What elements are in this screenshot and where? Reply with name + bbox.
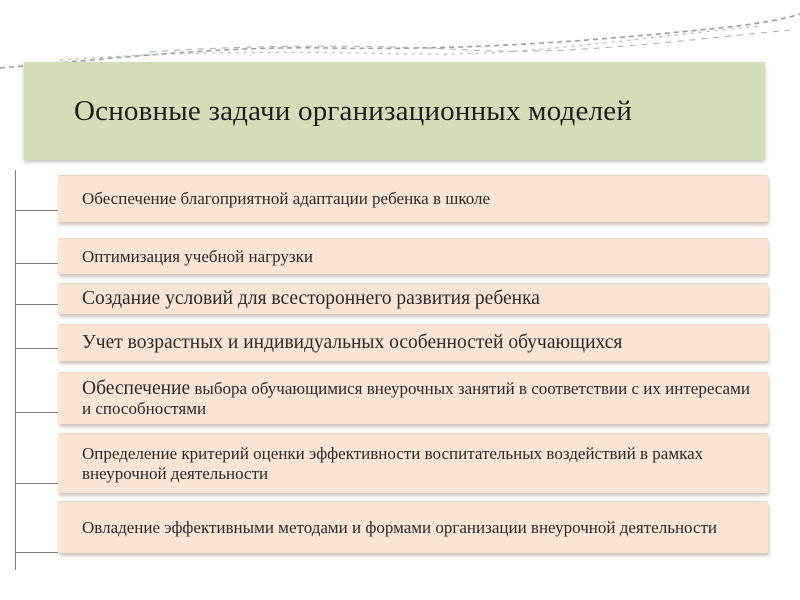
task-text: Обеспечение благоприятной адаптации ребенка в школе xyxy=(82,189,491,208)
connector-line xyxy=(15,210,58,211)
title-banner xyxy=(24,62,765,160)
task-item-6 xyxy=(58,433,768,493)
task-text: Создание условий для всестороннего развития ребенка xyxy=(82,288,540,309)
tree-vertical-line xyxy=(15,170,16,570)
connector-line xyxy=(15,412,58,413)
connector-line xyxy=(15,552,58,553)
task-item-3 xyxy=(58,283,768,314)
task-text: Определение критерий оценки эффективности воспитательных воздействий в рамках внеурочной деятельности xyxy=(82,443,704,483)
task-item-7 xyxy=(58,501,768,553)
task-text: выбора обучающимися внеурочных занятий в соответствии с их интересами и способностями xyxy=(82,378,750,418)
connector-line xyxy=(15,263,58,264)
task-text: Учет возрастных и индивидуальных особенностей обучающихся xyxy=(82,332,623,353)
connector-line xyxy=(15,304,58,305)
task-text: Оптимизация учебной нагрузки xyxy=(82,246,313,266)
connector-line xyxy=(15,348,58,349)
connector-line xyxy=(15,483,58,484)
task-text: Овладение эффективными методами и формами организации внеурочной деятельности xyxy=(82,517,718,537)
task-item-1 xyxy=(58,175,768,222)
task-lead-word: Обеспечение xyxy=(82,377,191,399)
task-item-2 xyxy=(58,238,768,274)
task-item-5 xyxy=(58,372,768,424)
page-title: Основные задачи организационных моделей xyxy=(74,94,633,127)
task-item-4 xyxy=(58,324,768,361)
task-text-wrap xyxy=(82,379,750,419)
